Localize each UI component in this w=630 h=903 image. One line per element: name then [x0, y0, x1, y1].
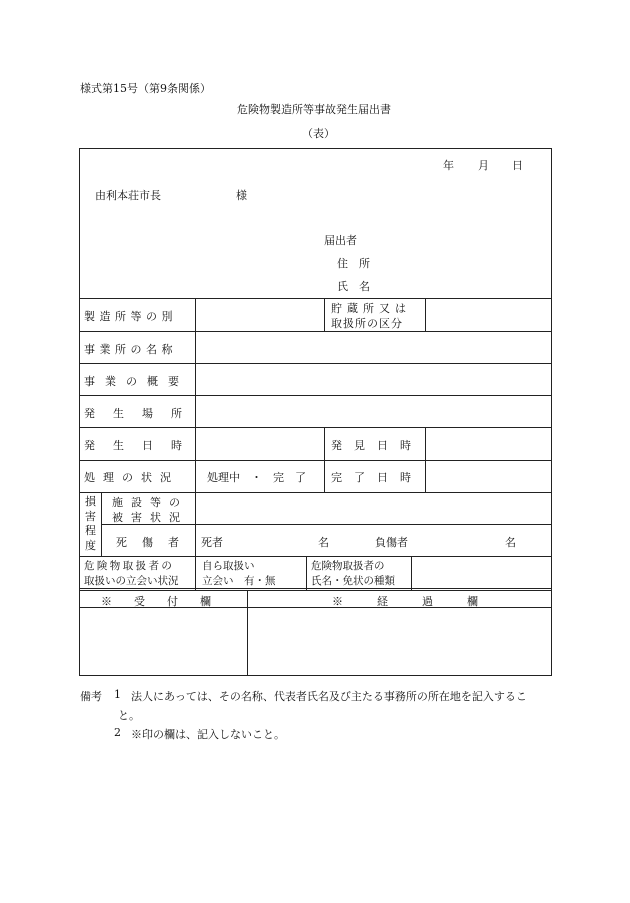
- handler-name-line2: 氏名・免状の種類: [311, 575, 395, 587]
- row-divider: [79, 588, 552, 589]
- note-1-number: 1: [114, 688, 121, 701]
- reception-header: ※受付欄: [101, 595, 233, 608]
- applicant-label: 届出者: [324, 234, 357, 247]
- col-divider: [324, 298, 325, 331]
- casualties-label: 死傷者: [116, 536, 194, 549]
- office-name-label: 事業所の名称: [84, 343, 177, 356]
- note-2-number: 2: [114, 726, 121, 739]
- dead-unit: 名: [318, 536, 329, 549]
- handler-label-line2: 取扱いの立会い状況: [84, 575, 179, 587]
- col-divider: [306, 556, 307, 590]
- form-number: 様式第15号（第9条関係）: [80, 82, 211, 95]
- date-month-label: 月: [478, 159, 489, 172]
- facility-type-label: 製造所等の別: [84, 310, 177, 323]
- row-divider: [79, 331, 552, 332]
- note-2-text: ※印の欄は、記入しないこと。: [131, 728, 285, 741]
- self-handling-line2: 立会い 有・無: [202, 575, 276, 587]
- handling-label: 処理の状況: [84, 471, 179, 484]
- row-divider: [79, 395, 552, 396]
- row-divider: [79, 460, 552, 461]
- side-label: （表）: [302, 127, 335, 140]
- col-divider: [411, 556, 412, 590]
- damage-vertical-label: 損 害 程 度: [85, 495, 96, 552]
- dead-label: 死者: [201, 536, 223, 549]
- progress-header: ※経過欄: [332, 595, 512, 608]
- col-divider: [195, 298, 196, 556]
- row-divider: [79, 363, 552, 364]
- address-label: 住 所: [337, 257, 370, 270]
- note-1-continued: と。: [118, 709, 140, 722]
- note-1-text: 法人にあっては、その名称、代表者氏名及び主たる事務所の所在地を記入するこ: [131, 690, 527, 703]
- honorific: 様: [236, 189, 247, 202]
- col-divider: [324, 427, 325, 492]
- col-divider: [247, 590, 248, 676]
- notes-label: 備考: [80, 690, 102, 703]
- injured-unit: 名: [505, 536, 516, 549]
- handler-label-line1: 危険物取扱者の: [84, 560, 175, 572]
- business-label: 事業の概要: [84, 375, 189, 388]
- storage-label-line1: 貯蔵所又は: [331, 302, 411, 315]
- addressee: 由利本荘市長: [95, 189, 161, 202]
- row-divider: [79, 427, 552, 428]
- injured-label: 負傷者: [375, 536, 408, 549]
- col-divider: [101, 492, 102, 556]
- row-divider: [79, 492, 552, 493]
- occurred-label: 発生日時: [84, 439, 200, 452]
- name-label: 氏 名: [337, 280, 370, 293]
- handling-value: 処理中 ・ 完 了: [207, 471, 306, 484]
- storage-label-line2: 取扱所の区分: [331, 317, 403, 330]
- document-title: 危険物製造所等事故発生届出書: [237, 103, 391, 116]
- self-handling-line1: 自ら取扱い: [202, 560, 255, 572]
- date-year-label: 年: [443, 159, 454, 172]
- row-divider: [79, 556, 552, 557]
- discovered-label: 発見日時: [331, 439, 423, 452]
- row-divider: [79, 298, 552, 299]
- completed-label: 完了日時: [331, 471, 423, 484]
- row-divider-double: [79, 590, 552, 591]
- date-day-label: 日: [512, 159, 523, 172]
- facility-damage-line1: 施設等の: [112, 496, 188, 509]
- handler-name-line1: 危険物取扱者の: [311, 560, 385, 572]
- location-label: 発生場所: [84, 407, 200, 420]
- col-divider: [425, 298, 426, 331]
- col-divider: [425, 427, 426, 492]
- facility-damage-line2: 被害状況: [112, 511, 188, 524]
- col-divider: [195, 556, 196, 590]
